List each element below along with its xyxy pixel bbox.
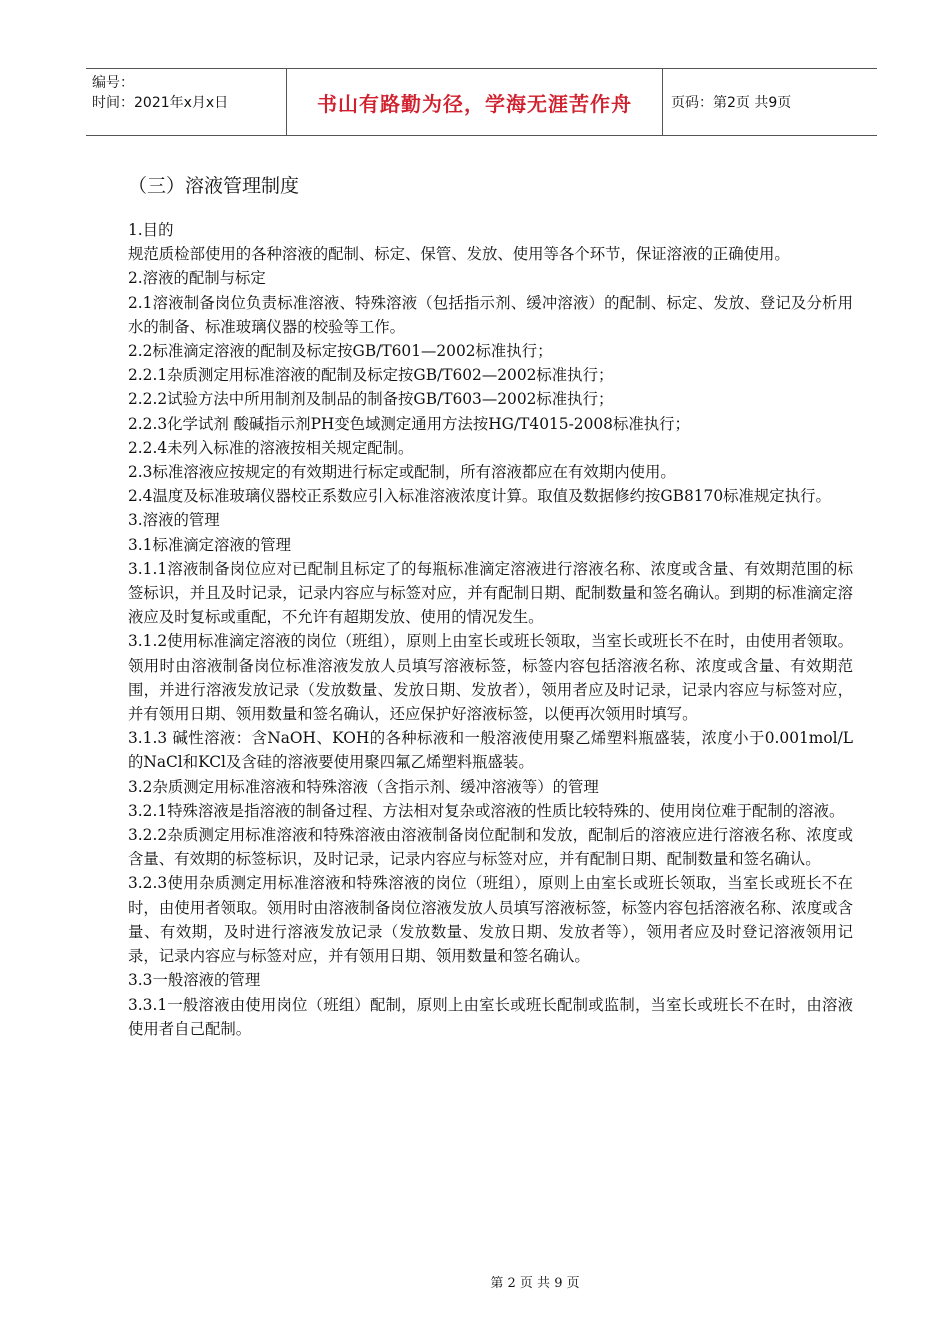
header-table bbox=[86, 68, 877, 136]
page-footer bbox=[0, 1272, 950, 1291]
paragraph: 3.1.2使用标准滴定溶液的岗位（班组），原则上由室长或班长领取，当室长或班长不在时，由使用者领取。领用时由溶液制备岗位标准溶液发放人员填写溶液标签，标签内容包括溶液名称、浓度或含量、有效期范围，并进行溶液发放记录（发放数量、发放日期、发放者），领用者应及时记录，记录内容应与标签对应，并有领用日期、领用数量和签名确认，还应保护好溶液标签，以便再次领用时填写。 bbox=[128, 632, 853, 724]
document-number: 编号： bbox=[92, 75, 134, 91]
paragraph: 规范质检部使用的各种溶液的配制、标定、保管、发放、使用等各个环节，保证溶液的正确使用。 bbox=[128, 245, 790, 264]
paragraph: 2.2.3化学试剂 酸碱指示剂PH变色域测定通用方法按HG/T4015-2008标准执行； bbox=[128, 414, 690, 433]
paragraph: 2.溶液的配制与标定 bbox=[128, 269, 266, 288]
header-slogan: 书山有路勤为径，学海无涯苦作舟 bbox=[317, 91, 632, 116]
paragraph: 3.2.2杂质测定用标准溶液和特殊溶液由溶液制备岗位配制和发放，配制后的溶液应进行溶液名称、浓度或含量、有效期的标签标识，及时记录，记录内容应与标签对应，并有配制日期、配制数量和签名确认。 bbox=[128, 826, 853, 869]
paragraph: 3.1.1溶液制备岗位应对已配制且标定了的每瓶标准滴定溶液进行溶液名称、浓度或含量、有效期范围的标签标识，并且及时记录，记录内容应与标签对应，并有配制日期、配制数量和签名确认。到期的标准滴定溶液应及时复标或重配，不允许有超期发放、使用的情况发生。 bbox=[128, 559, 853, 627]
section-title: （三）溶液管理制度 bbox=[128, 175, 300, 197]
header-slogan-cell bbox=[287, 69, 663, 135]
paragraph: 3.3.1一般溶液由使用岗位（班组）配制，原则上由室长或班长配制或监制，当室长或班长不在时，由溶液使用者自己配制。 bbox=[128, 995, 853, 1038]
header-page-cell bbox=[663, 69, 877, 135]
document-body bbox=[128, 172, 853, 1041]
header-meta-cell bbox=[86, 69, 287, 135]
paragraph: 3.3一般溶液的管理 bbox=[128, 971, 261, 990]
paragraph: 2.2标准滴定溶液的配制及标定按GB/T601—2002标准执行； bbox=[128, 342, 553, 361]
paragraph: 3.2.3使用杂质测定用标准溶液和特殊溶液的岗位（班组），原则上由室长或班长领取，当室长或班长不在时，由使用者领取。领用时由溶液制备岗位溶液发放人员填写溶液标签，标签内容包括溶液名称、浓度或含量、有效期，及时进行溶液发放记录（发放数量、发放日期、发放者等），领用者应及时登记溶液领用记录，记录内容应与标签对应，并有领用日期、领用数量和签名确认。 bbox=[128, 874, 853, 966]
paragraph: 3.2杂质测定用标准溶液和特殊溶液（含指示剂、缓冲溶液等）的管理 bbox=[128, 777, 599, 796]
paragraph: 2.1溶液制备岗位负责标准溶液、特殊溶液（包括指示剂、缓冲溶液）的配制、标定、发放、登记及分析用水的制备、标准玻璃仪器的校验等工作。 bbox=[128, 293, 853, 336]
paragraph: 2.3标准溶液应按规定的有效期进行标定或配制，所有溶液都应在有效期内使用。 bbox=[128, 463, 676, 482]
paragraph: 1.目的 bbox=[128, 221, 174, 239]
paragraph: 3.1标准滴定溶液的管理 bbox=[128, 535, 291, 554]
paragraph: 3.溶液的管理 bbox=[128, 511, 220, 530]
paragraph: 3.1.3 碱性溶液：含NaOH、KOH的各种标液和一般溶液使用聚乙烯塑料瓶盛装，浓度小于0.001mol/L的NaCl和KCl及含硅的溶液要使用聚四氟乙烯塑料瓶盛装。 bbox=[128, 729, 853, 772]
paragraph: 2.2.2试验方法中所用制剂及制品的制备按GB/T603—2002标准执行； bbox=[128, 390, 614, 409]
paragraph: 2.4温度及标准玻璃仪器校正系数应引入标准溶液浓度计算。取值及数据修约按GB8170标准规定执行。 bbox=[128, 487, 831, 506]
footer-page-number: 第 2 页 共 9 页 bbox=[490, 1276, 580, 1291]
paragraph: 2.2.1杂质测定用标准溶液的配制及标定按GB/T602—2002标准执行； bbox=[128, 366, 614, 385]
paragraph: 2.2.4未列入标准的溶液按相关规定配制。 bbox=[128, 438, 414, 457]
paragraph: 3.2.1特殊溶液是指溶液的制备过程、方法相对复杂或溶液的性质比较特殊的、使用岗位难于配制的溶液。 bbox=[128, 801, 845, 820]
document-date: 时间：2021年x月x日 bbox=[92, 95, 229, 111]
header-page-number: 页码：第2页 共9页 bbox=[671, 95, 792, 111]
